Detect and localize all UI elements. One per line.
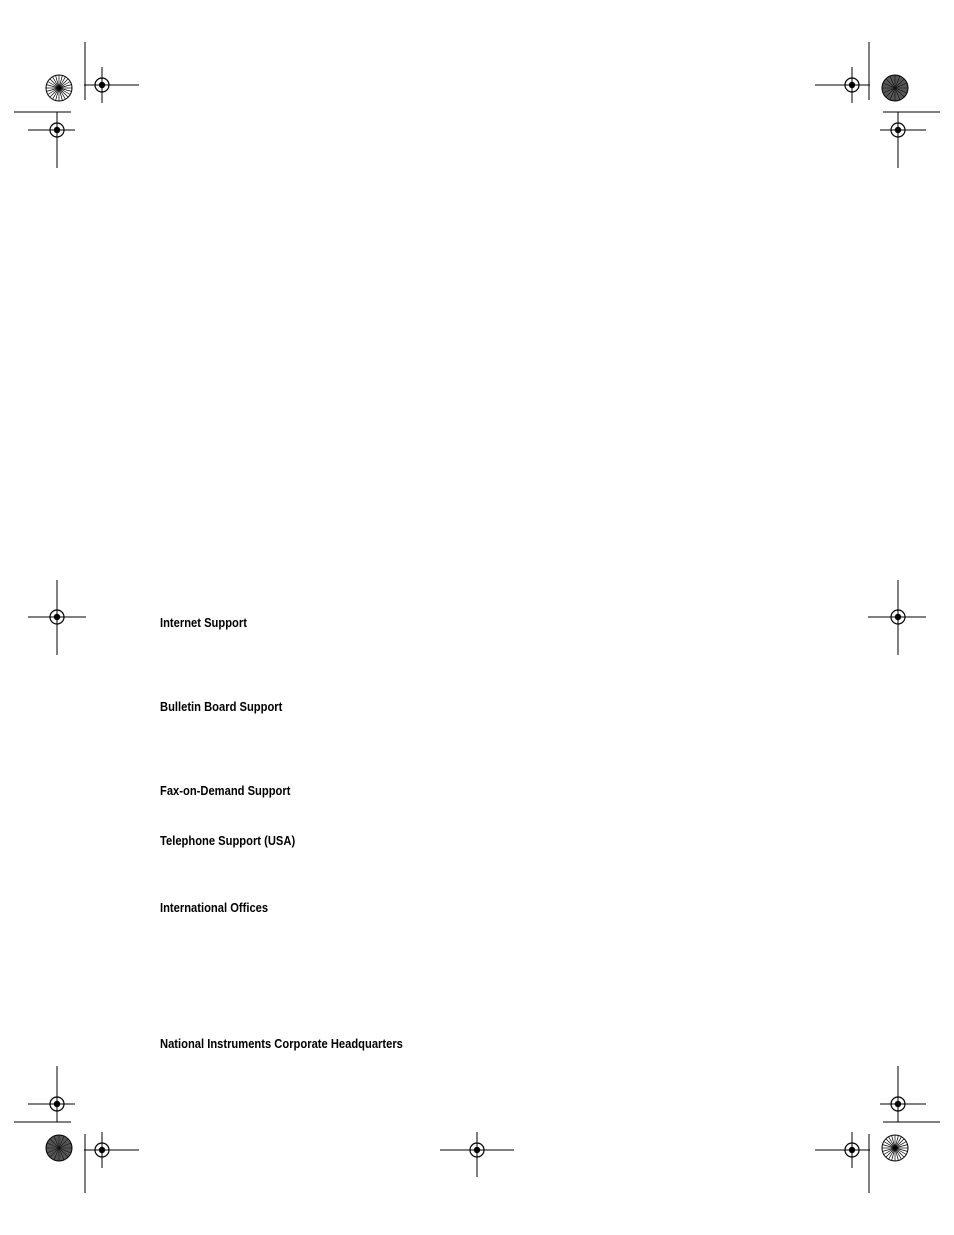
heading-internet-support: Internet Support	[160, 615, 247, 630]
registration-target-icon	[834, 1132, 870, 1168]
registration-target-icon	[880, 1086, 916, 1122]
heading-corporate-headquarters: National Instruments Corporate Headquarters	[160, 1036, 403, 1051]
heading-telephone-support: Telephone Support (USA)	[160, 833, 296, 848]
registration-target-icon	[880, 112, 916, 148]
registration-target-icon	[39, 1086, 75, 1122]
registration-target-icon	[84, 1132, 120, 1168]
heading-international-offices: International Offices	[160, 900, 269, 915]
starburst-color-bar-icon	[882, 1135, 908, 1161]
heading-bulletin-board-support: Bulletin Board Support	[160, 699, 283, 714]
starburst-color-bar-icon	[46, 1135, 72, 1161]
registration-target-icon	[39, 599, 75, 635]
registration-target-icon	[880, 599, 916, 635]
starburst-color-bar-icon	[46, 75, 72, 101]
registration-target-icon	[39, 112, 75, 148]
heading-fax-on-demand-support: Fax-on-Demand Support	[160, 783, 291, 798]
registration-target-icon	[834, 67, 870, 103]
starburst-color-bar-icon	[882, 75, 908, 101]
registration-target-icon	[84, 67, 120, 103]
registration-target-icon	[459, 1132, 495, 1168]
